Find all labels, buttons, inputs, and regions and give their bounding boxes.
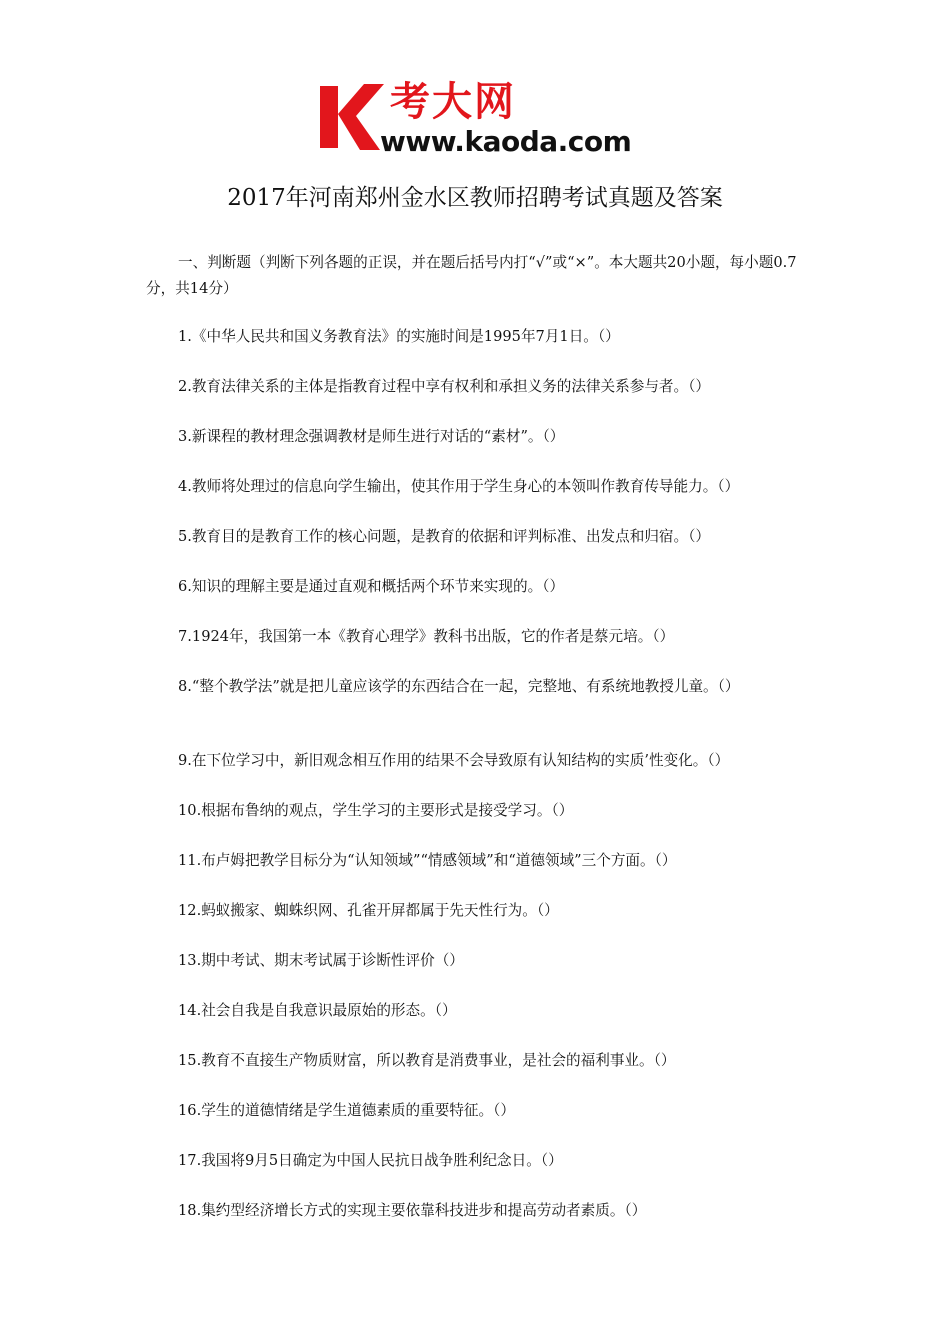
question-item: 18.集约型经济增长方式的实现主要依靠科技进步和提高劳动者素质。（） bbox=[178, 1202, 647, 1219]
document-title: 2017年河南郑州金水区教师招聘考试真题及答案 bbox=[227, 185, 723, 211]
question-item: 5.教育目的是教育工作的核心问题，是教育的依据和评判标准、出发点和归宿。（） bbox=[178, 528, 711, 545]
question-item: 1.《中华人民共和国义务教育法》的实施时间是1995年7月1日。（） bbox=[178, 328, 620, 345]
question-item: 7.1924年，我国第一本《教育心理学》教科书出版，它的作者是蔡元培。（） bbox=[178, 628, 675, 645]
question-item: 13.期中考试、期末考试属于诊断性评价（） bbox=[178, 952, 464, 969]
question-item: 4.教师将处理过的信息向学生输出，使其作用于学生身心的本领叫作教育传导能力。（） bbox=[178, 478, 740, 495]
question-item: 9.在下位学习中，新旧观念相互作用的结果不会导致原有认知结构的实质’性变化。（） bbox=[178, 752, 730, 769]
question-item: 8.“整个教学法”就是把儿童应该学的东西结合在一起，完整地、有系统地教授儿童。（） bbox=[178, 678, 740, 695]
question-item: 16.学生的道德情绪是学生道德素质的重要特征。（） bbox=[178, 1102, 515, 1119]
question-item: 6.知识的理解主要是通过直观和概括两个环节来实现的。（） bbox=[178, 578, 565, 595]
question-item: 15.教育不直接生产物质财富，所以教育是消费事业，是社会的福利事业。（） bbox=[178, 1052, 676, 1069]
question-item: 10.根据布鲁纳的观点，学生学习的主要形式是接受学习。（） bbox=[178, 802, 574, 819]
document-body bbox=[146, 250, 808, 1248]
question-item: 2.教育法律关系的主体是指教育过程中享有权利和承担义务的法律关系参与者。（） bbox=[178, 378, 711, 395]
question-item: 17.我国将9月5日确定为中国人民抗日战争胜利纪念日。（） bbox=[178, 1152, 563, 1169]
question-item: 14.社会自我是自我意识最原始的形态。（） bbox=[178, 1002, 457, 1019]
section-intro: 一、判断题（判断下列各题的正误，并在题后括号内打“√”或“×”。本大题共20小题，每小题0.7分，共14分） bbox=[146, 254, 797, 297]
k-logo-icon bbox=[318, 80, 384, 154]
logo-brand-text: 考大网 bbox=[390, 79, 516, 125]
kaoda-logo bbox=[318, 80, 640, 160]
question-item: 11.布卢姆把教学目标分为“认知领域”“情感领域”和“道德领域”三个方面。（） bbox=[178, 852, 677, 869]
question-item: 12.蚂蚁搬家、蜘蛛织网、孔雀开屏都属于先天性行为。（） bbox=[178, 902, 559, 919]
logo-url-text: www.kaoda.com bbox=[380, 125, 632, 158]
question-item: 3.新课程的教材理念强调教材是师生进行对话的“素材”。（） bbox=[178, 428, 565, 445]
